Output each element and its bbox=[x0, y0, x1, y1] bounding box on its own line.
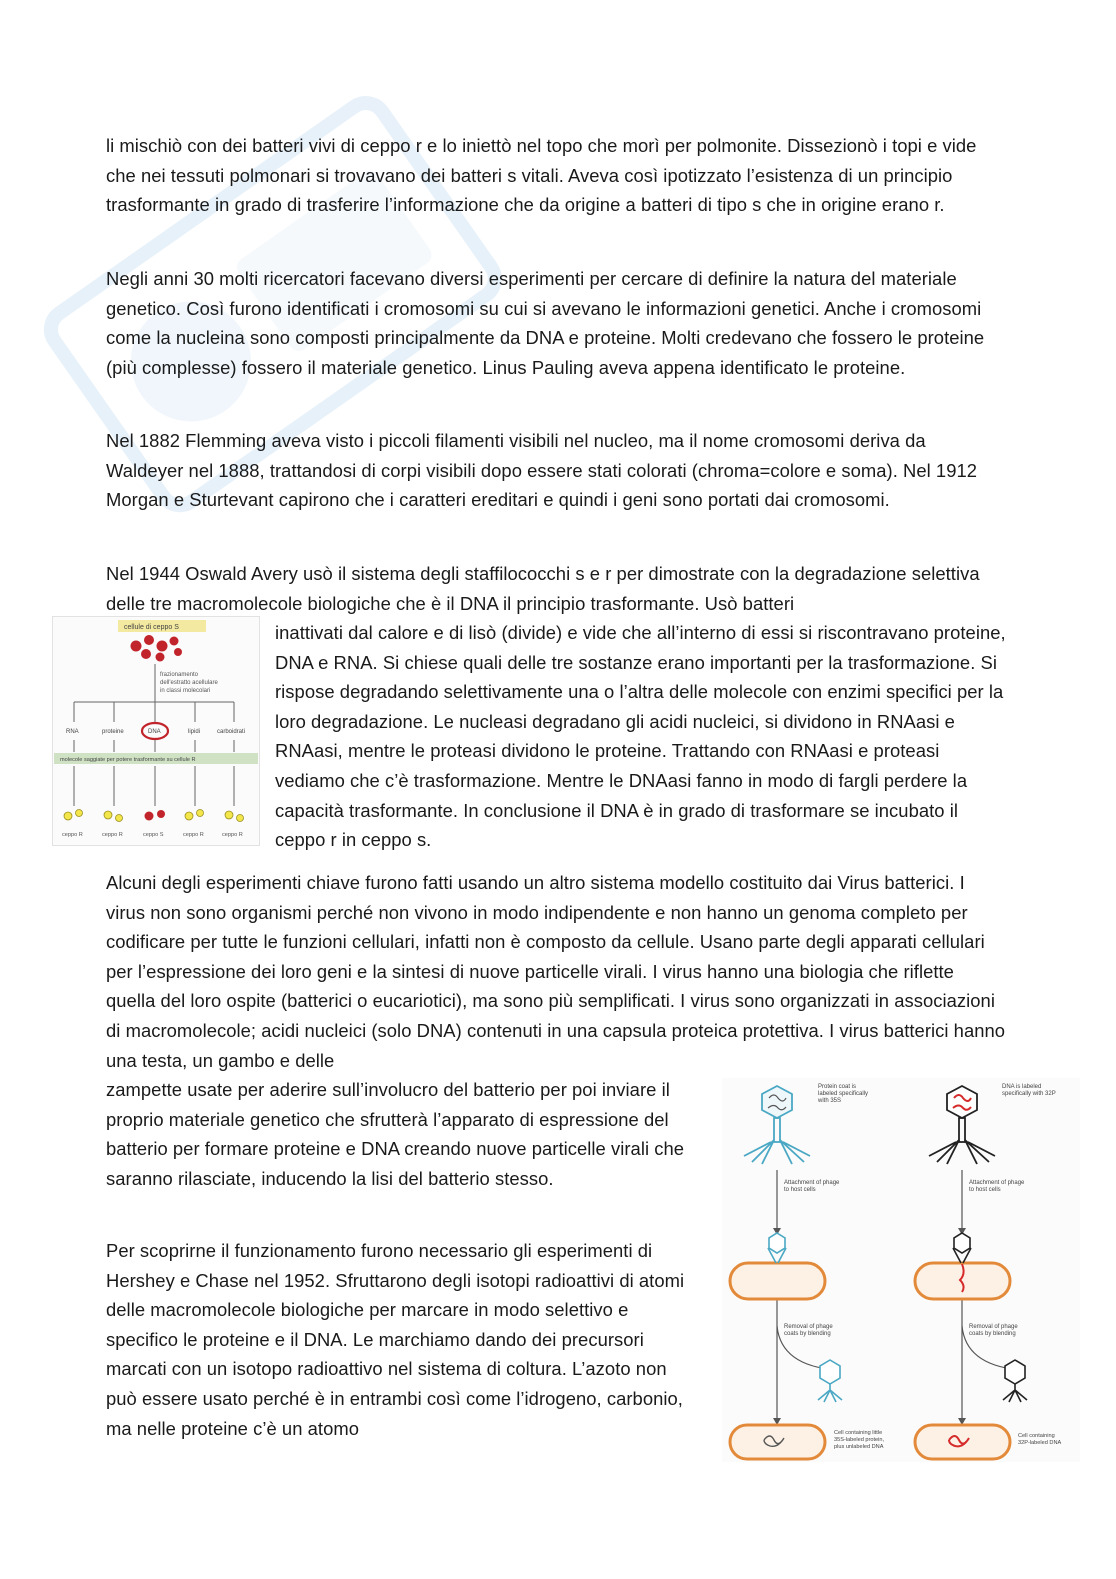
bacterium-infected-right bbox=[915, 1233, 1010, 1299]
result-left-1: Cell containing little bbox=[834, 1430, 883, 1436]
class-carboidrati: carboidrati bbox=[217, 729, 246, 735]
result-3: ceppo S bbox=[143, 832, 164, 838]
class-dna: DNA bbox=[148, 729, 161, 735]
removal-right-2: coats by blending bbox=[969, 1331, 1016, 1337]
attach-right-2: to host cells bbox=[969, 1187, 1001, 1193]
bacterium-result-left bbox=[730, 1425, 825, 1459]
paragraph-viruses: Alcuni degli esperimenti chiave furono fatti usando un altro sistema modello costituito dai Virus batterici. I virus non sono organismi perché non vivono in modo indipendente e non hanno un genoma completo per codificare per tutte le funzioni cellulari, infatti non è composto da cellule. Usano parte degli apparati cellulari per l’espressione dei loro geni e la sintesi di nuove particelle virali. I virus hanno una biologia che riflette quella del loro ospite (batterici o eucariotici), ma sono più semplificati. I virus sono organizzati in associazioni di macromolecole; acidi nucleici (solo DNA) contenuti in una capsula proteica protettiva. I virus batterici hanno una testa, un gambo e delle bbox=[106, 872, 1006, 1071]
fraction-label-1: frazionamento bbox=[160, 672, 199, 678]
removal-left-2: coats by blending bbox=[784, 1331, 831, 1337]
paragraph-avery-detail: inattivati dal calore e di lisò (divide) e vide che all’interno di essi si riscontravano proteine, DNA e RNA. Si chiese quali delle tre sostanze erano importanti per la trasformazione. Si rispose degradando selettivamente una o l’altra delle molecole con enzimi specifici per la loro degradazione. Le nucleasi degradano gli acidi nucleici, si dividono in RNAasi e RNAasi, mentre le proteasi dividono le proteine. Trattando con RNAasi e proteasi vediamo che c’è trasformazione. Mentre le DNAasi fanno in modo di fargli perdere la capacità trasformante. In conclusione il DNA è in grado di trasformare se incubato il ceppo r in ceppo s. bbox=[275, 622, 1006, 851]
attach-left-2: to host cells bbox=[784, 1187, 816, 1193]
paragraph-griffith: li mischiò con dei batteri vivi di ceppo r e lo iniettò nel topo che morì per polmonite. Dissezionò i topi e vide che nei tessuti polmonari si trovavano dei batteri s vitali. Aveva così ipotizzato l’esistenza di un principio trasformante in grado di trasferire l’informazione che da origine a batteri di tipo s che in origine erano r. bbox=[106, 135, 977, 216]
paragraph-genetic-material: Negli anni 30 molti ricercatori facevano diversi esperimenti per cercare di definire la natura del materiale genetico. Così furono identificati i cromosomi su cui si avevano le informazioni genetici. Anche i cromosomi come la nucleina sono composti principalmente da DNA e proteine. Molti credevano che fossero le proteine (più complesse) fossero il materiale genetico. Linus Pauling aveva appena identificato le proteine. bbox=[106, 268, 985, 378]
figure-title: cellule di ceppo S bbox=[124, 624, 179, 631]
right-label-1: DNA is labeled bbox=[1002, 1084, 1042, 1090]
paragraph-avery-intro: Nel 1944 Oswald Avery usò il sistema degli staffilococchi s e r per dimostrate con la degradazione selettiva delle tre macromolecole biologiche che è il DNA il principio trasformante. Usò batteri bbox=[106, 563, 980, 614]
left-label-2: labeled specifically bbox=[818, 1091, 869, 1097]
left-label-1: Protein coat is bbox=[818, 1084, 857, 1090]
phage-coat-left bbox=[818, 1360, 842, 1402]
paragraph-chromosomes: Nel 1882 Flemming aveva visto i piccoli filamenti visibili nel nucleo, ma il nome cromosomi deriva da Waldeyer nel 1888, trattandosi di corpi visibili dopo essere stati colorati (chroma=colore e soma). Nel 1912 Morgan e Sturtevant capirono che i caratteri ereditari e quindi i geni sono portati dai cromosomi. bbox=[106, 430, 978, 511]
bacterium-result-right bbox=[915, 1425, 1010, 1459]
s-cells bbox=[131, 635, 183, 662]
class-rna: RNA bbox=[66, 729, 79, 735]
result-2: ceppo R bbox=[102, 832, 123, 838]
paragraph-hershey-chase: Per scoprirne il funzionamento furono necessario gli esperimenti di Hershey e Chase nel 1952. Sfruttarono degli isotopi radioattivi di atomi delle macromolecole biologiche per marcare in modo selettivo e specifico le proteine e il DNA. Le marchiamo dando dei precursori marcati con un isotopo radioattivo nel sistema di coltura. L’azoto non può essere usato perché è in entrambi così come l’idrogeno, carbonio, ma nelle proteine c’è un atomo bbox=[106, 1240, 685, 1439]
right-label-2: specifically with 32P bbox=[1002, 1091, 1056, 1097]
hershey-chase-figure bbox=[722, 1078, 1080, 1462]
fraction-label-2: dell'estratto acellulare bbox=[160, 680, 218, 686]
phage-left bbox=[744, 1086, 810, 1164]
attach-right-1: Attachment of phage bbox=[969, 1180, 1025, 1186]
attach-left-1: Attachment of phage bbox=[784, 1180, 840, 1186]
class-lipidi: lipidi bbox=[188, 729, 201, 735]
phage-coat-right bbox=[1003, 1360, 1027, 1402]
removal-left-1: Removal of phage bbox=[784, 1324, 833, 1330]
fraction-label-3: in classi molecolari bbox=[160, 688, 211, 694]
removal-right-1: Removal of phage bbox=[969, 1324, 1018, 1330]
result-left-2: 35S-labeled protein, bbox=[834, 1437, 885, 1443]
avery-experiment-figure bbox=[52, 616, 260, 846]
result-1: ceppo R bbox=[62, 832, 83, 838]
phage-right bbox=[929, 1086, 995, 1164]
result-right-1: Cell containing bbox=[1018, 1433, 1055, 1439]
result-5: ceppo R bbox=[222, 832, 243, 838]
result-4: ceppo R bbox=[183, 832, 204, 838]
bacterium-infected-left bbox=[730, 1233, 825, 1299]
result-right-2: 32P-labeled DNA bbox=[1018, 1440, 1062, 1446]
class-proteine: proteine bbox=[102, 729, 124, 735]
band-label: molecole saggiate per potere trasformante su cellule R bbox=[60, 757, 196, 763]
result-left-3: plus unlabeled DNA bbox=[834, 1444, 884, 1450]
left-label-3: with 35S bbox=[818, 1098, 842, 1104]
paragraph-phage-lifecycle: zampette usate per aderire sull’involucro del batterio per poi inviare il proprio materiale genetico che sfrutterà l’apparato di espressione del batterio per formare proteine e DNA creando nuove particelle virali che saranno rilasciate, inducendo la lisi del batterio stesso. bbox=[106, 1079, 685, 1189]
